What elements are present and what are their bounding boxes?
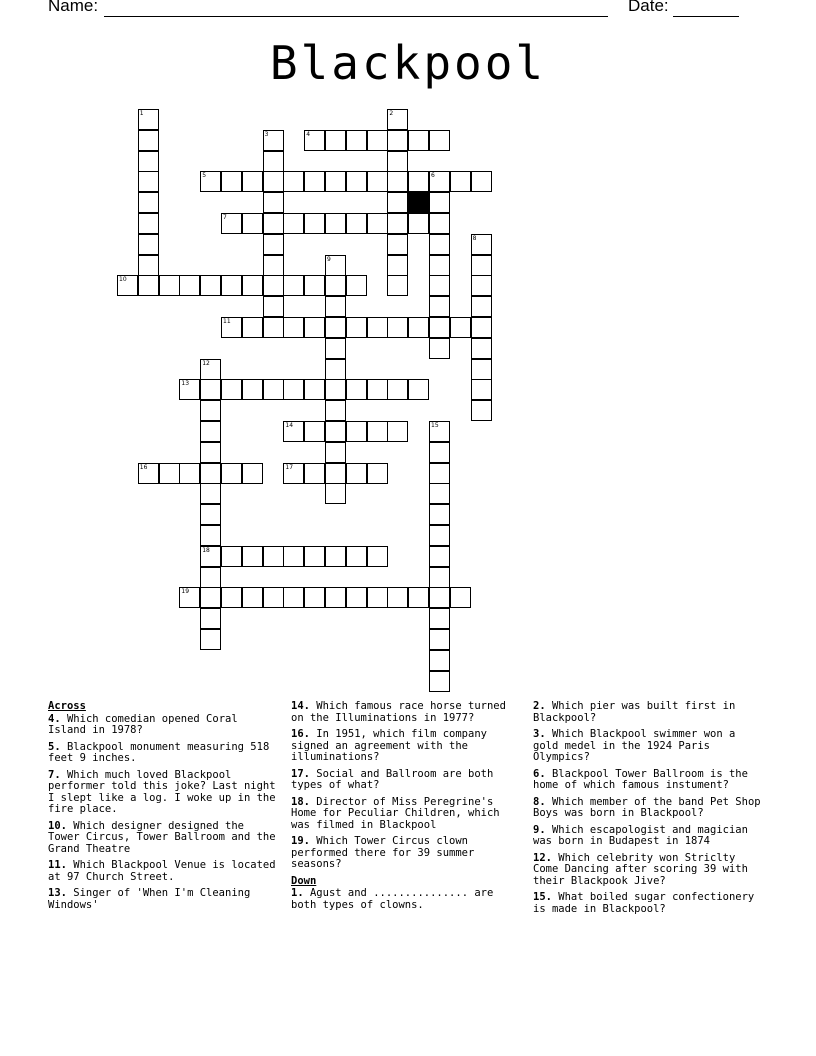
clue-18-across xyxy=(291,797,523,832)
grid-cell[interactable] xyxy=(138,213,159,234)
grid-cell[interactable] xyxy=(304,213,325,234)
clue-14-across xyxy=(291,701,523,724)
grid-cell[interactable] xyxy=(200,463,221,484)
grid-cell[interactable] xyxy=(179,587,200,608)
grid-cell[interactable] xyxy=(200,442,221,463)
grid-cell[interactable] xyxy=(283,275,304,296)
clue-number: 17. xyxy=(291,767,310,780)
grid-cell[interactable] xyxy=(200,483,221,504)
grid-cell[interactable] xyxy=(429,525,450,546)
grid-cell[interactable] xyxy=(221,275,242,296)
grid-cell[interactable] xyxy=(200,587,221,608)
clue-number: 16. xyxy=(291,728,310,740)
clue-text: Singer of 'When I'm Cleaning Windows' xyxy=(48,887,251,911)
cell-number: 15 xyxy=(431,422,439,429)
grid-cell[interactable] xyxy=(429,213,450,234)
grid-cell[interactable] xyxy=(263,234,284,255)
grid-cell[interactable] xyxy=(263,546,284,567)
grid-cell[interactable] xyxy=(429,421,450,442)
clue-3-down xyxy=(533,729,765,764)
grid-cell[interactable] xyxy=(304,317,325,338)
grid-cell[interactable] xyxy=(325,359,346,380)
grid-cell[interactable] xyxy=(304,463,325,484)
grid-cell[interactable] xyxy=(325,255,346,276)
grid-cell[interactable] xyxy=(367,171,388,192)
grid-cell[interactable] xyxy=(304,379,325,400)
grid-cell[interactable] xyxy=(304,171,325,192)
grid-cell[interactable] xyxy=(221,379,242,400)
clue-text: Which famous race horse turned on the Illuminations in 1977? xyxy=(291,700,506,724)
grid-cell[interactable] xyxy=(138,109,159,130)
grid-cell[interactable] xyxy=(221,317,242,338)
grid-cell[interactable] xyxy=(346,275,367,296)
grid-cell[interactable] xyxy=(283,171,304,192)
grid-cell[interactable] xyxy=(263,192,284,213)
grid-cell[interactable] xyxy=(346,213,367,234)
clue-number: 13. xyxy=(48,887,67,899)
grid-cell[interactable] xyxy=(346,317,367,338)
grid-cell[interactable] xyxy=(242,587,263,608)
grid-cell[interactable] xyxy=(346,463,367,484)
grid-cell[interactable] xyxy=(200,525,221,546)
cell-number: 2 xyxy=(389,110,394,117)
grid-cell[interactable] xyxy=(471,400,492,421)
clue-19-across xyxy=(291,836,523,871)
across-heading: Across xyxy=(48,700,86,712)
clue-number: 3. xyxy=(533,728,546,740)
cell-number: 10 xyxy=(119,276,127,284)
clue-8-down xyxy=(533,797,765,820)
grid-cell[interactable] xyxy=(263,379,284,400)
grid-cell[interactable] xyxy=(387,192,408,213)
grid-cell[interactable] xyxy=(325,546,346,567)
grid-cell[interactable] xyxy=(429,650,450,671)
cell-number: 18 xyxy=(202,546,210,554)
grid-cell[interactable] xyxy=(387,421,408,442)
grid-cell[interactable] xyxy=(387,213,408,234)
blocked-cell xyxy=(408,192,429,213)
clue-number: 2. xyxy=(533,700,546,712)
clue-number: 9. xyxy=(533,823,546,836)
grid-cell[interactable] xyxy=(263,151,284,172)
grid-cell[interactable] xyxy=(346,587,367,608)
grid-cell[interactable] xyxy=(367,213,388,234)
grid-cell[interactable] xyxy=(159,275,180,296)
grid-cell[interactable] xyxy=(263,213,284,234)
clue-15-down xyxy=(533,892,765,915)
cell-number: 4 xyxy=(306,130,311,138)
grid-cell[interactable] xyxy=(346,130,367,151)
grid-cell[interactable] xyxy=(138,463,159,484)
clue-text: Which designer designed the Tower Circus, Tower Ballroom and the Grand Theatre xyxy=(48,819,276,855)
grid-cell[interactable] xyxy=(325,130,346,151)
grid-cell[interactable] xyxy=(325,442,346,463)
cell-number: 1 xyxy=(139,110,144,117)
grid-cell[interactable] xyxy=(408,587,429,608)
down-heading: Down xyxy=(291,874,317,887)
grid-cell[interactable] xyxy=(138,275,159,296)
grid-cell[interactable] xyxy=(346,546,367,567)
grid-cell[interactable] xyxy=(325,379,346,400)
grid-cell[interactable] xyxy=(200,608,221,629)
grid-cell[interactable] xyxy=(304,130,325,151)
grid-cell[interactable] xyxy=(159,463,180,484)
clue-text: Which comedian opened Coral Island in 1978? xyxy=(48,712,238,736)
clue-text: Which celebrity won Striclty Come Dancing after scoring 39 with their Blackpook Jive? xyxy=(533,851,748,887)
grid-cell[interactable] xyxy=(325,275,346,296)
grid-cell[interactable] xyxy=(429,234,450,255)
cell-number: 17 xyxy=(285,463,294,471)
grid-cell[interactable] xyxy=(325,171,346,192)
clue-number: 8. xyxy=(533,795,546,808)
grid-cell[interactable] xyxy=(117,275,138,296)
grid-cell[interactable] xyxy=(263,296,284,317)
grid-cell[interactable] xyxy=(408,130,429,151)
grid-cell[interactable] xyxy=(242,275,263,296)
grid-cell[interactable] xyxy=(387,587,408,608)
grid-cell[interactable] xyxy=(471,255,492,276)
clue-text: Director of Miss Peregrine's Home for Peculiar Children, which was filmed in Blackpool xyxy=(291,795,500,831)
grid-cell[interactable] xyxy=(200,546,221,567)
clue-number: 6. xyxy=(533,767,546,780)
grid-cell[interactable] xyxy=(450,171,471,192)
grid-cell[interactable] xyxy=(200,504,221,525)
grid-cell[interactable] xyxy=(429,317,450,338)
cell-number: 11 xyxy=(223,318,231,325)
grid-cell[interactable] xyxy=(283,421,304,442)
clue-5-across xyxy=(48,742,280,765)
clue-text: Blackpool monument measuring 518 feet 9 inches. xyxy=(48,740,270,764)
grid-cell[interactable] xyxy=(263,171,284,192)
clue-text: Which escapologist and magician was born in Budapest in 1874 xyxy=(533,823,748,847)
grid-cell[interactable] xyxy=(346,421,367,442)
cell-number: 19 xyxy=(181,588,190,596)
clue-column-2 xyxy=(291,701,523,916)
grid-cell[interactable] xyxy=(429,671,450,692)
grid-cell[interactable] xyxy=(346,171,367,192)
clue-column-3 xyxy=(533,701,765,920)
grid-cell[interactable] xyxy=(429,192,450,213)
grid-cell[interactable] xyxy=(325,296,346,317)
grid-cell[interactable] xyxy=(471,296,492,317)
clue-4-across xyxy=(48,714,280,737)
grid-cell[interactable] xyxy=(325,463,346,484)
grid-cell[interactable] xyxy=(387,151,408,172)
grid-cell[interactable] xyxy=(471,379,492,400)
clue-number: 19. xyxy=(291,835,310,847)
cell-number: 7 xyxy=(223,214,227,221)
grid-cell[interactable] xyxy=(387,317,408,338)
clue-text: Which member of the band Pet Shop Boys was born in Blackpool? xyxy=(533,795,761,819)
grid-cell[interactable] xyxy=(138,192,159,213)
grid-cell[interactable] xyxy=(408,213,429,234)
grid-cell[interactable] xyxy=(242,379,263,400)
clue-text: In 1951, which film company signed an agreement with the illuminations? xyxy=(291,728,487,763)
grid-cell[interactable] xyxy=(471,171,492,192)
grid-cell[interactable] xyxy=(138,255,159,276)
grid-cell[interactable] xyxy=(179,463,200,484)
grid-cell[interactable] xyxy=(221,213,242,234)
grid-cell[interactable] xyxy=(200,171,221,192)
grid-cell[interactable] xyxy=(242,213,263,234)
grid-cell[interactable] xyxy=(263,275,284,296)
grid-cell[interactable] xyxy=(242,171,263,192)
grid-cell[interactable] xyxy=(408,317,429,338)
grid-cell[interactable] xyxy=(325,213,346,234)
grid-cell[interactable] xyxy=(304,275,325,296)
grid-cell[interactable] xyxy=(200,421,221,442)
cell-number: 3 xyxy=(264,130,269,138)
grid-cell[interactable] xyxy=(221,171,242,192)
clue-17-across xyxy=(291,769,523,792)
grid-cell[interactable] xyxy=(283,317,304,338)
clue-16-across xyxy=(291,729,523,764)
grid-cell[interactable] xyxy=(367,546,388,567)
clue-text: Which pier was built first in Blackpool? xyxy=(533,700,736,724)
grid-cell[interactable] xyxy=(429,442,450,463)
grid-cell[interactable] xyxy=(387,275,408,296)
grid-cell[interactable] xyxy=(242,463,263,484)
grid-cell[interactable] xyxy=(325,421,346,442)
date-label: Date: xyxy=(628,0,669,15)
grid-cell[interactable] xyxy=(304,587,325,608)
grid-cell[interactable] xyxy=(387,255,408,276)
clue-number: 11. xyxy=(48,859,67,871)
grid-cell[interactable] xyxy=(346,379,367,400)
grid-cell[interactable] xyxy=(325,400,346,421)
clue-7-across xyxy=(48,770,280,816)
grid-cell[interactable] xyxy=(387,130,408,151)
clue-number: 1. xyxy=(291,887,304,899)
clue-text: Blackpool Tower Ballroom is the home of which famous instument? xyxy=(533,767,748,791)
grid-cell[interactable] xyxy=(408,379,429,400)
clue-6-down xyxy=(533,769,765,792)
cell-number: 14 xyxy=(285,422,294,429)
grid-cell[interactable] xyxy=(242,546,263,567)
clue-number: 5. xyxy=(48,740,61,753)
grid-cell[interactable] xyxy=(429,567,450,588)
grid-cell[interactable] xyxy=(429,546,450,567)
clue-number: 15. xyxy=(533,891,552,903)
grid-cell[interactable] xyxy=(387,109,408,130)
grid-cell[interactable] xyxy=(429,483,450,504)
grid-cell[interactable] xyxy=(429,463,450,484)
grid-cell[interactable] xyxy=(429,275,450,296)
cell-number: 12 xyxy=(202,359,210,367)
clue-12-down xyxy=(533,853,765,888)
grid-cell[interactable] xyxy=(367,463,388,484)
grid-cell[interactable] xyxy=(200,379,221,400)
grid-cell[interactable] xyxy=(450,587,471,608)
grid-cell[interactable] xyxy=(471,359,492,380)
grid-cell[interactable] xyxy=(367,317,388,338)
cell-number: 13 xyxy=(181,380,190,388)
clue-text: Which Tower Circus clown performed there for 39 summer seasons? xyxy=(291,835,475,870)
grid-cell[interactable] xyxy=(283,546,304,567)
grid-cell[interactable] xyxy=(263,317,284,338)
grid-cell[interactable] xyxy=(429,338,450,359)
grid-cell[interactable] xyxy=(200,567,221,588)
grid-cell[interactable] xyxy=(304,421,325,442)
grid-cell[interactable] xyxy=(283,379,304,400)
grid-cell[interactable] xyxy=(200,275,221,296)
grid-cell[interactable] xyxy=(200,400,221,421)
grid-cell[interactable] xyxy=(367,379,388,400)
grid-cell[interactable] xyxy=(429,255,450,276)
grid-cell[interactable] xyxy=(138,234,159,255)
name-label: Name: xyxy=(48,0,99,15)
grid-cell[interactable] xyxy=(283,213,304,234)
clue-13-across xyxy=(48,888,280,911)
grid-cell[interactable] xyxy=(242,317,263,338)
clue-text: Social and Ballroom are both types of what? xyxy=(291,767,494,791)
grid-cell[interactable] xyxy=(387,171,408,192)
grid-cell[interactable] xyxy=(387,379,408,400)
cell-number: 16 xyxy=(139,463,148,471)
grid-cell[interactable] xyxy=(325,317,346,338)
clue-text: Which Blackpool Venue is located at 97 Church Street. xyxy=(48,859,276,883)
grid-cell[interactable] xyxy=(429,296,450,317)
cell-number: 9 xyxy=(327,255,331,263)
cell-number: 6 xyxy=(431,172,435,180)
clue-number: 18. xyxy=(291,795,310,808)
grid-cell[interactable] xyxy=(283,587,304,608)
grid-cell[interactable] xyxy=(138,171,159,192)
clue-text: What boiled sugar confectionery is made in Blackpool? xyxy=(533,891,755,915)
grid-cell[interactable] xyxy=(263,587,284,608)
grid-cell[interactable] xyxy=(429,608,450,629)
clue-text: Which much loved Blackpool performer told this joke? Last night I slept like a log. I woke up in the fire place. xyxy=(48,768,276,815)
grid-cell[interactable] xyxy=(138,151,159,172)
grid-cell[interactable] xyxy=(221,463,242,484)
grid-cell[interactable] xyxy=(221,546,242,567)
clue-1-down xyxy=(291,888,523,911)
grid-cell[interactable] xyxy=(263,130,284,151)
cell-number: 8 xyxy=(472,234,477,242)
grid-cell[interactable] xyxy=(471,234,492,255)
cell-number: 5 xyxy=(202,172,207,180)
clue-number: 10. xyxy=(48,819,67,832)
clue-number: 4. xyxy=(48,712,61,725)
puzzle-title: Blackpool xyxy=(269,36,547,90)
grid-cell[interactable] xyxy=(471,317,492,338)
grid-cell[interactable] xyxy=(283,463,304,484)
grid-cell[interactable] xyxy=(429,504,450,525)
grid-cell[interactable] xyxy=(179,379,200,400)
grid-cell[interactable] xyxy=(429,629,450,650)
clue-11-across xyxy=(48,860,280,883)
grid-cell[interactable] xyxy=(450,317,471,338)
grid-cell[interactable] xyxy=(221,587,242,608)
grid-cell[interactable] xyxy=(429,171,450,192)
grid-cell[interactable] xyxy=(263,255,284,276)
clue-number: 7. xyxy=(48,768,61,781)
grid-cell[interactable] xyxy=(138,130,159,151)
grid-cell[interactable] xyxy=(200,359,221,380)
grid-cell[interactable] xyxy=(387,234,408,255)
grid-cell[interactable] xyxy=(471,275,492,296)
clue-column-1 xyxy=(48,701,280,916)
clue-text: Agust and ............... are both types of clowns. xyxy=(291,887,494,911)
grid-cell[interactable] xyxy=(367,421,388,442)
grid-cell[interactable] xyxy=(200,629,221,650)
grid-cell[interactable] xyxy=(367,587,388,608)
grid-cell[interactable] xyxy=(325,483,346,504)
grid-cell[interactable] xyxy=(367,130,388,151)
grid-cell[interactable] xyxy=(179,275,200,296)
grid-cell[interactable] xyxy=(325,338,346,359)
clue-number: 12. xyxy=(533,851,552,864)
clue-2-down xyxy=(533,701,765,724)
grid-cell[interactable] xyxy=(429,130,450,151)
grid-cell[interactable] xyxy=(408,171,429,192)
clue-number: 14. xyxy=(291,700,310,712)
grid-cell[interactable] xyxy=(471,338,492,359)
grid-cell[interactable] xyxy=(429,587,450,608)
clue-9-down xyxy=(533,825,765,848)
clue-text: Which Blackpool swimmer won a gold medel in the 1924 Paris Olympics? xyxy=(533,728,736,763)
grid-cell[interactable] xyxy=(325,587,346,608)
clue-10-across xyxy=(48,821,280,856)
grid-cell[interactable] xyxy=(304,546,325,567)
